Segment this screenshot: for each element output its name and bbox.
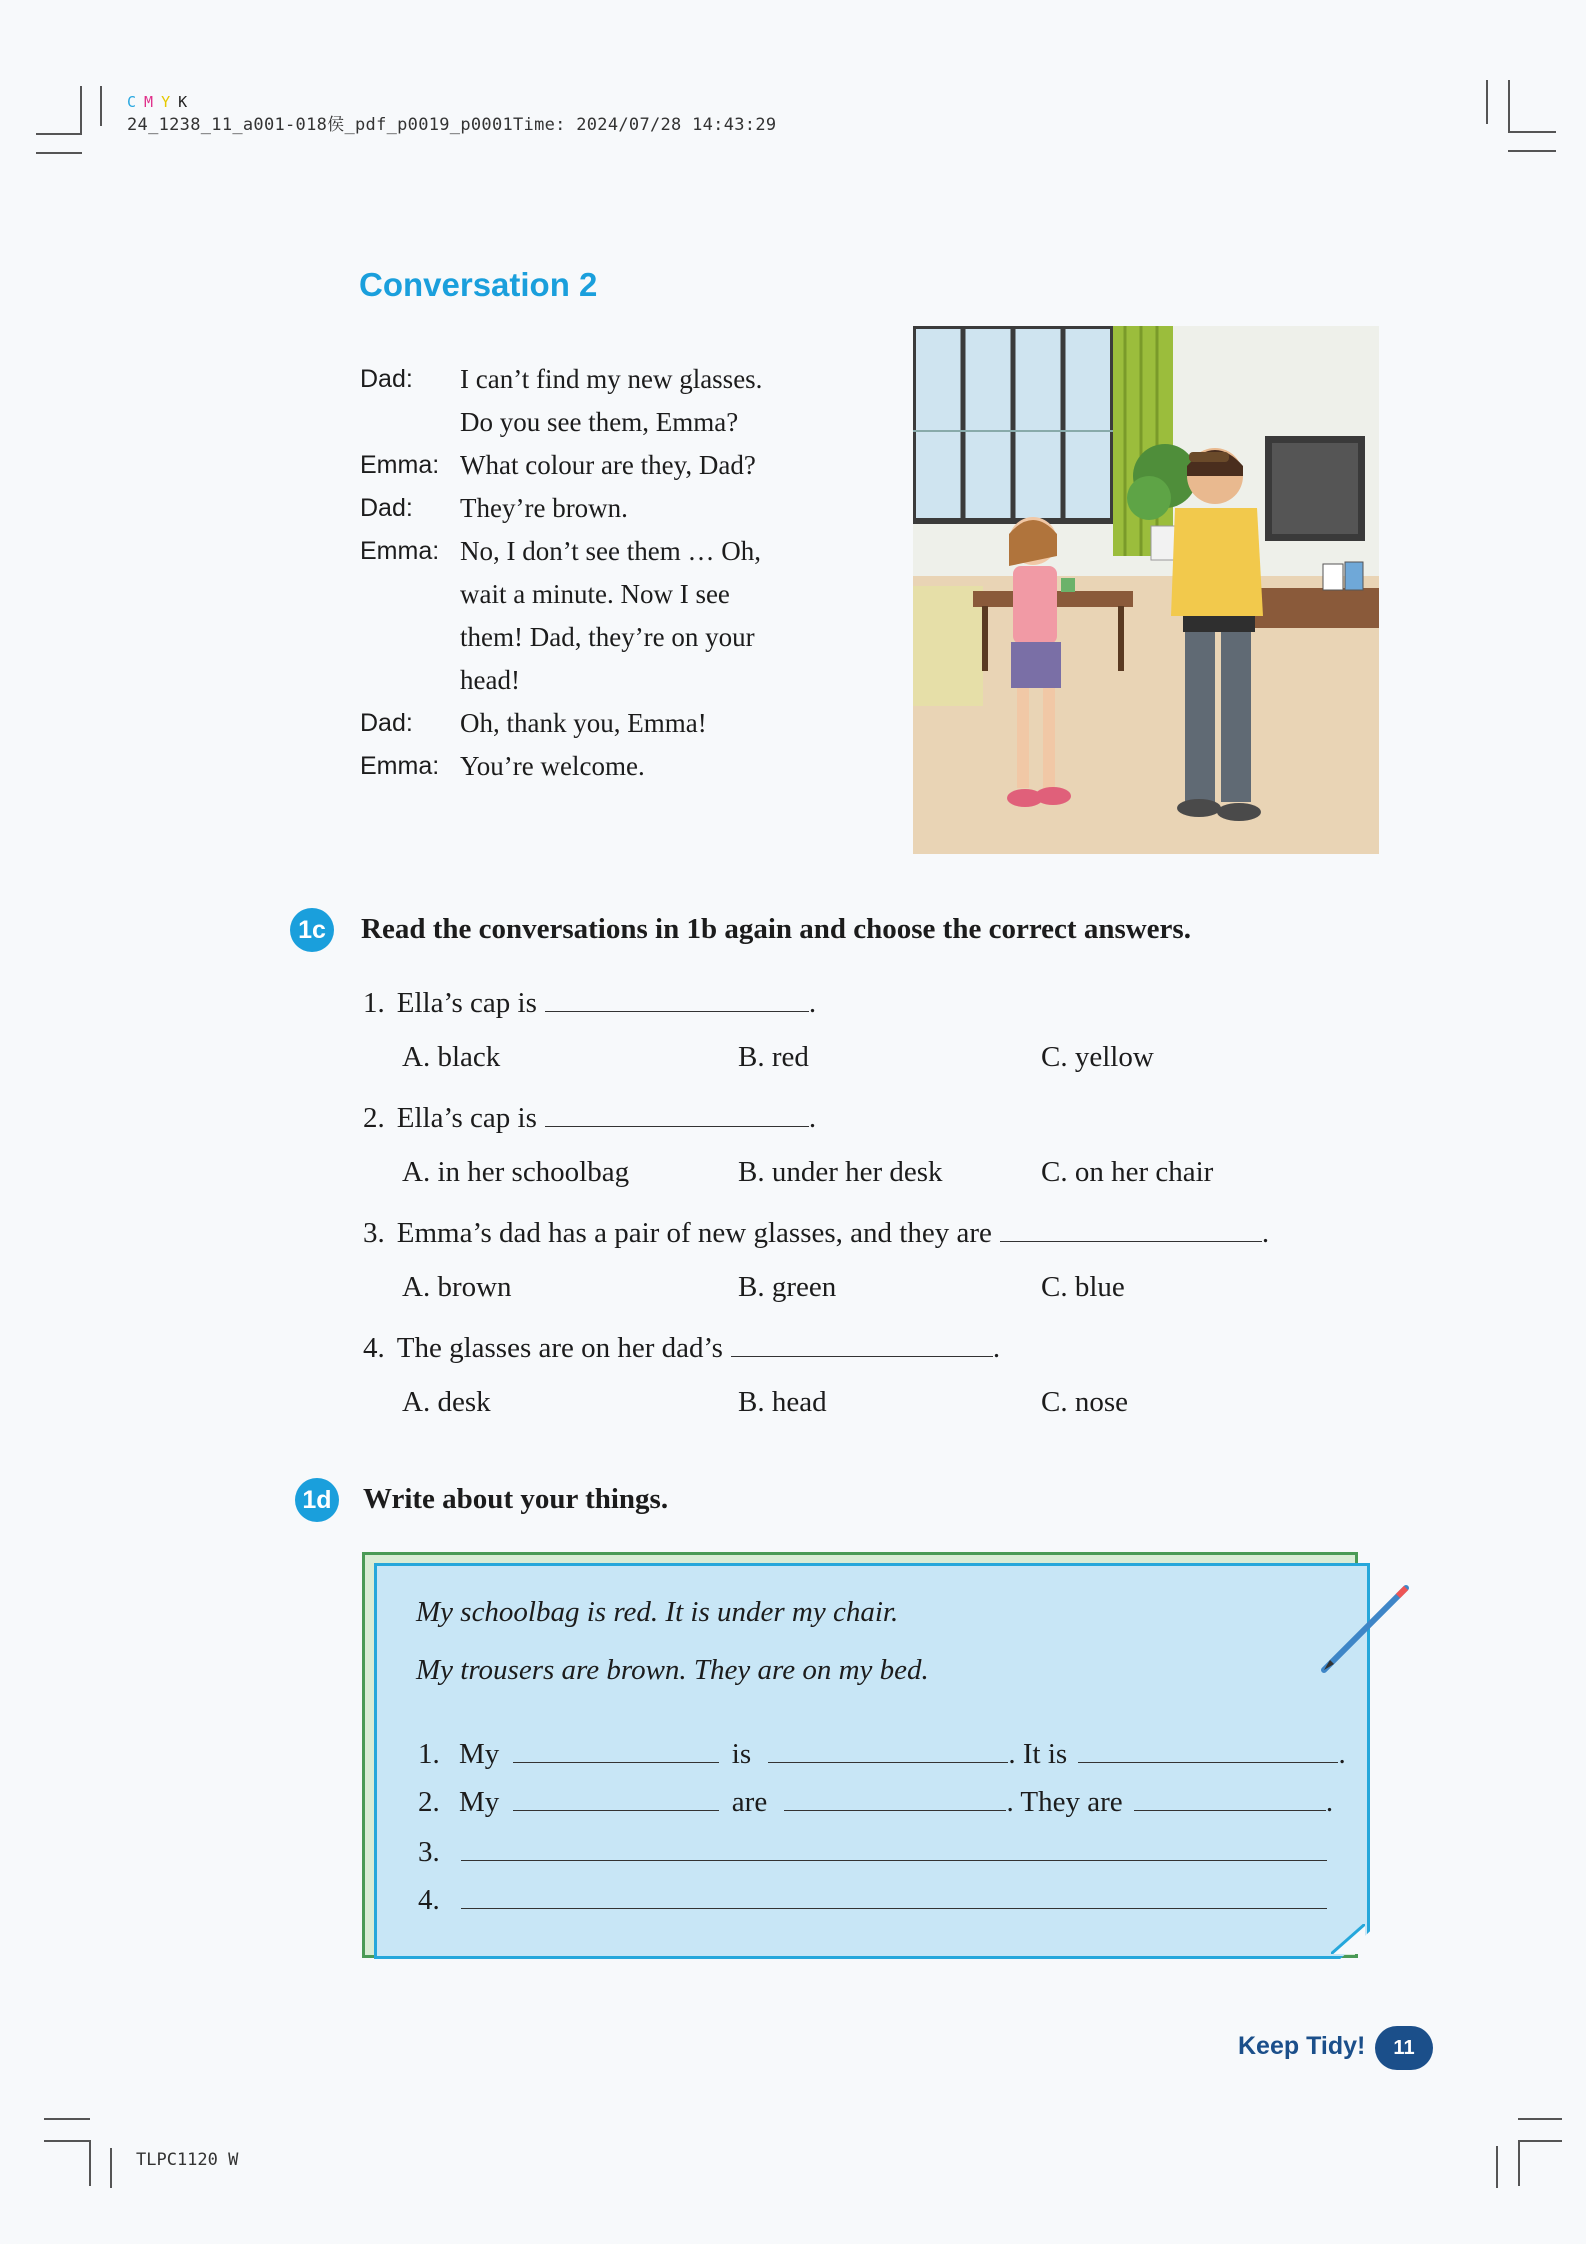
conversation-title: Conversation 2	[359, 266, 598, 303]
question-number: 2.	[363, 1102, 385, 1134]
answer-blank[interactable]	[513, 1736, 719, 1763]
exercise-1d-instruction: Write about your things.	[363, 1483, 669, 1515]
answer-option[interactable]: B. red	[738, 1041, 809, 1073]
card-folded-corner	[1331, 1924, 1365, 1954]
writing-line-end: .	[1338, 1738, 1346, 1770]
crop-mark	[1508, 80, 1510, 132]
exercise-1d-badge: 1d	[295, 1478, 339, 1522]
crop-mark	[80, 86, 82, 134]
speaker-label: Emma:	[360, 451, 440, 479]
dad-emma-illustration	[913, 326, 1379, 854]
dialogue-line	[360, 702, 860, 745]
crop-mark	[100, 86, 102, 126]
crop-mark	[1518, 2140, 1562, 2142]
exercise-1c-instruction: Read the conversations in 1b again and choose the correct answers.	[361, 913, 1191, 945]
writing-line-number: 1.	[418, 1738, 440, 1770]
dialogue-line	[360, 358, 860, 401]
cmyk-m: M	[144, 93, 154, 111]
answer-blank[interactable]	[1134, 1784, 1326, 1811]
crop-mark	[36, 133, 82, 135]
crop-mark	[1518, 2118, 1562, 2120]
question-stem: Emma’s dad has a pair of new glasses, and they are	[396, 1217, 992, 1249]
speaker-label: Dad:	[360, 709, 413, 737]
crop-mark	[1508, 131, 1556, 133]
crop-mark	[1496, 2146, 1498, 2188]
dialogue-line	[360, 444, 860, 487]
room-scene-image	[913, 326, 1379, 854]
answer-option[interactable]: B. green	[738, 1271, 837, 1303]
cmyk-c: C	[127, 93, 137, 111]
writing-word: are	[731, 1786, 768, 1818]
answer-blank[interactable]	[784, 1784, 1006, 1811]
dialogue-text: them! Dad, they’re on your	[460, 622, 755, 652]
dialogue-line	[360, 616, 860, 659]
writing-line-1	[418, 1736, 1346, 1771]
writing-line-number: 3.	[418, 1836, 440, 1868]
answer-blank[interactable]	[731, 1330, 993, 1357]
dialogue-text: Do you see them, Emma?	[460, 407, 739, 437]
answer-option[interactable]: B. head	[738, 1386, 827, 1418]
answer-option[interactable]: C. on her chair	[1041, 1156, 1214, 1188]
speaker-label: Dad:	[360, 494, 413, 522]
crop-mark	[44, 2118, 90, 2120]
print-code: TLPC1120 W	[136, 2150, 239, 2170]
crop-mark	[89, 2140, 91, 2186]
question-end: .	[992, 1332, 1001, 1364]
dialogue-text: I can’t find my new glasses.	[460, 364, 763, 394]
answer-option[interactable]: C. blue	[1041, 1271, 1125, 1303]
crop-mark	[1486, 80, 1488, 124]
crop-mark	[1508, 150, 1556, 152]
answer-blank[interactable]	[1000, 1215, 1262, 1242]
question-stem: Ella’s cap is	[396, 1102, 537, 1134]
writing-word: My	[459, 1738, 500, 1770]
question-stem: Ella’s cap is	[396, 987, 537, 1019]
answer-option[interactable]: A. black	[402, 1041, 501, 1073]
writing-line-4	[418, 1882, 1327, 1917]
unit-title: Keep Tidy!	[1238, 2032, 1366, 2060]
question	[363, 985, 816, 1020]
writing-line-2	[418, 1784, 1333, 1819]
cmyk-k: K	[178, 93, 188, 111]
dialogue-text: wait a minute. Now I see	[460, 579, 730, 609]
dialogue-line	[360, 745, 860, 788]
cmyk-y: Y	[161, 93, 171, 111]
dialogue-line	[360, 659, 860, 702]
answer-blank[interactable]	[545, 985, 809, 1012]
speaker-label: Emma:	[360, 752, 440, 780]
question	[363, 1100, 816, 1135]
crop-mark	[36, 152, 82, 154]
question-end: .	[808, 987, 817, 1019]
writing-word: . They are	[1006, 1786, 1123, 1818]
writing-line-end: .	[1325, 1786, 1334, 1818]
crop-mark	[44, 2140, 90, 2142]
question	[363, 1215, 1269, 1250]
writing-word: is	[731, 1738, 752, 1770]
answer-blank[interactable]	[545, 1100, 809, 1127]
writing-line-number: 4.	[418, 1884, 440, 1916]
answer-option[interactable]: C. nose	[1041, 1386, 1128, 1418]
answer-option[interactable]: A. desk	[402, 1386, 491, 1418]
writing-word: My	[459, 1786, 500, 1818]
speaker-label: Dad:	[360, 365, 413, 393]
print-meta: 24_1238_11_a001-018侯_pdf_p0019_p0001Time: 2024/07/28 14:43:29	[127, 115, 777, 135]
writing-line-number: 2.	[418, 1786, 440, 1818]
dialogue-line	[360, 487, 860, 530]
answer-blank[interactable]	[768, 1736, 1008, 1763]
question-stem: The glasses are on her dad’s	[396, 1332, 723, 1364]
dialogue-line	[360, 401, 860, 444]
answer-blank[interactable]	[461, 1882, 1327, 1909]
dialogue-text: What colour are they, Dad?	[460, 450, 756, 480]
dialogue-text: head!	[460, 665, 520, 695]
answer-option[interactable]: B. under her desk	[738, 1156, 943, 1188]
answer-blank[interactable]	[1078, 1736, 1338, 1763]
exercise-1c-badge: 1c	[290, 908, 334, 952]
dialogue-line	[360, 530, 860, 573]
dialogue-text: Oh, thank you, Emma!	[460, 708, 707, 738]
question-number: 3.	[363, 1217, 385, 1249]
example-sentence-2: My trousers are brown. They are on my bed.	[416, 1654, 929, 1686]
speaker-label: Emma:	[360, 537, 440, 565]
dialogue-line	[360, 573, 860, 616]
answer-option[interactable]: C. yellow	[1041, 1041, 1154, 1073]
dialogue	[360, 358, 860, 798]
pencil-icon	[1316, 1582, 1412, 1678]
page-number: 11	[1375, 2026, 1433, 2070]
answer-option[interactable]: A. in her schoolbag	[402, 1156, 630, 1188]
question-end: .	[808, 1102, 817, 1134]
answer-option[interactable]: A. brown	[402, 1271, 512, 1303]
dialogue-text: No, I don’t see them … Oh,	[460, 536, 761, 566]
example-sentence-1: My schoolbag is red. It is under my chair.	[416, 1596, 899, 1628]
writing-word: . It is	[1008, 1738, 1068, 1770]
dialogue-text: They’re brown.	[460, 493, 628, 523]
crop-mark	[1518, 2140, 1520, 2186]
question-end: .	[1261, 1217, 1270, 1249]
crop-mark	[110, 2148, 112, 2188]
question-number: 1.	[363, 987, 385, 1019]
dialogue-text: You’re welcome.	[460, 751, 645, 781]
question-number: 4.	[363, 1332, 385, 1364]
question	[363, 1330, 1000, 1365]
writing-line-3	[418, 1834, 1327, 1869]
answer-blank[interactable]	[513, 1784, 719, 1811]
answer-blank[interactable]	[461, 1834, 1327, 1861]
